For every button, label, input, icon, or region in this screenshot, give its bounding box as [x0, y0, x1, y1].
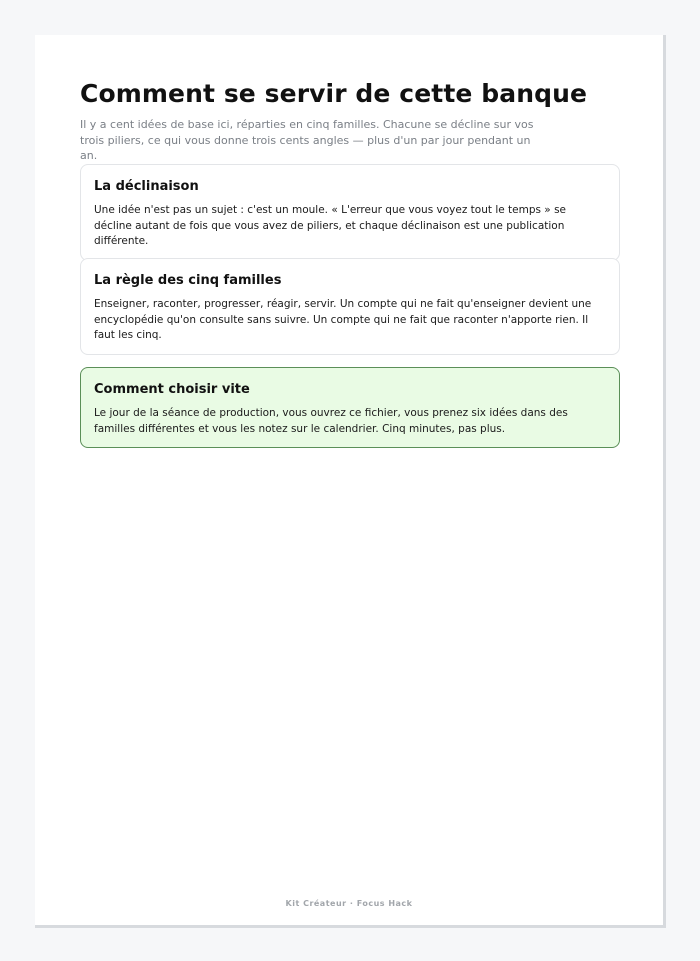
card-title: La règle des cinq familles: [94, 273, 282, 288]
card-body: Le jour de la séance de production, vous ouvrez ce fichier, vous prenez six idées dans des familles différentes et vous les notez sur le calendrier. Cinq minutes, pas plus.: [94, 407, 568, 435]
document-page: [35, 35, 666, 928]
card-body: Enseigner, raconter, progresser, réagir, servir. Un compte qui ne fait qu'enseigner devient une encyclopédie qu'on consulte sans suivre. Un compte qui ne fait que raconter n'apporte rien. Il faut les cinq.: [94, 298, 592, 341]
card-declinaison: [80, 164, 620, 261]
card-title: La déclinaison: [94, 179, 199, 194]
card-body: Une idée n'est pas un sujet : c'est un moule. « L'erreur que vous voyez tout le temps » se décline autant de fois que vous avez de piliers, et chaque déclinaison est une publication différente.: [94, 204, 567, 247]
page-title: Comment se servir de cette banque: [80, 79, 588, 108]
card-title: Comment choisir vite: [94, 382, 250, 397]
card-choisir-vite: [80, 367, 620, 448]
intro-paragraph: Il y a cent idées de base ici, réparties en cinq familles. Chacune se décline sur vos trois piliers, ce qui vous donne trois cents angles — plus d'un par jour pendant un an.: [80, 118, 534, 162]
page-footer: Kit Créateur · Focus Hack: [285, 899, 413, 908]
card-cinq-familles: [80, 258, 620, 355]
